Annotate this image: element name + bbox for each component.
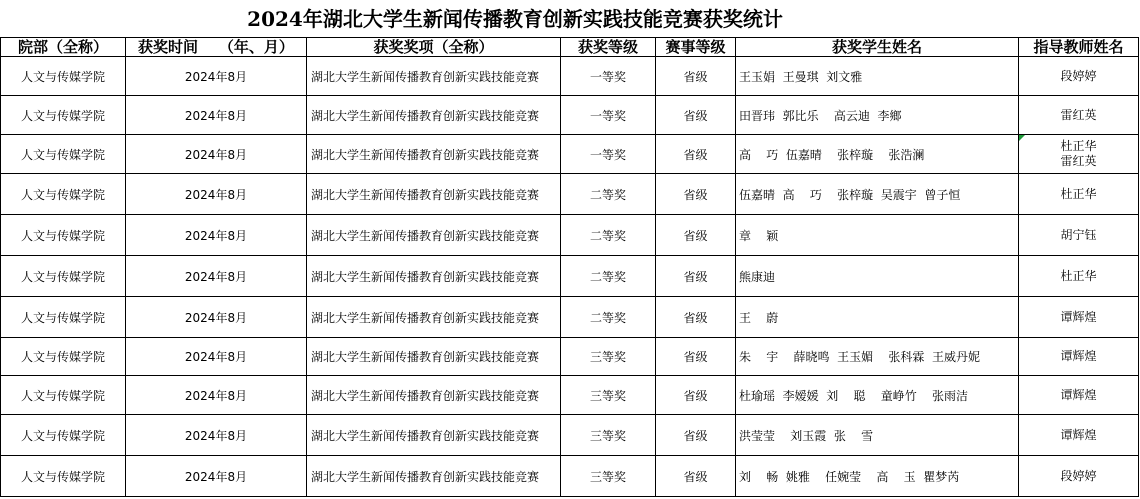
cell-award[interactable]: 湖北大学生新闻传播教育创新实践技能竞赛 — [307, 215, 561, 256]
cell-time[interactable]: 2024年8月 — [126, 174, 307, 215]
table-row — [1, 376, 1139, 415]
cell-teacher[interactable]: 杜正华 — [1019, 174, 1139, 215]
cell-teacher[interactable]: 雷红英 — [1019, 96, 1139, 135]
cell-teacher[interactable]: 段婷婷 — [1019, 456, 1139, 497]
cell-dept[interactable]: 人文与传媒学院 — [1, 174, 126, 215]
cell-dept[interactable]: 人文与传媒学院 — [1, 297, 126, 338]
cell-time[interactable]: 2024年8月 — [126, 215, 307, 256]
cell-grade[interactable]: 一等奖 — [561, 96, 656, 135]
table-row — [1, 415, 1139, 456]
cell-teacher[interactable]: 谭辉煌 — [1019, 338, 1139, 376]
table-row — [1, 256, 1139, 297]
cell-level[interactable]: 省级 — [656, 174, 736, 215]
table-row — [1, 456, 1139, 497]
cell-students[interactable]: 洪莹莹 刘玉霞 张 雪 — [736, 415, 1019, 456]
cell-grade[interactable]: 二等奖 — [561, 215, 656, 256]
cell-grade[interactable]: 二等奖 — [561, 297, 656, 338]
cell-teacher[interactable]: 段婷婷 — [1019, 57, 1139, 96]
cell-students[interactable]: 刘 畅 姚雅 任婉莹 高 玉 瞿梦芮 — [736, 456, 1019, 497]
cell-students[interactable]: 朱 宇 薛晓鸣 王玉媚 张科霖 王威丹妮 — [736, 338, 1019, 376]
cell-dept[interactable]: 人文与传媒学院 — [1, 57, 126, 96]
cell-award[interactable]: 湖北大学生新闻传播教育创新实践技能竞赛 — [307, 376, 561, 415]
cell-grade[interactable]: 二等奖 — [561, 174, 656, 215]
cell-level[interactable]: 省级 — [656, 456, 736, 497]
header-award[interactable]: 获奖奖项（全称） — [307, 38, 561, 57]
cell-grade[interactable]: 二等奖 — [561, 256, 656, 297]
teacher-names: 杜正华 雷红英 — [1060, 139, 1097, 168]
table-row — [1, 297, 1139, 338]
cell-award[interactable]: 湖北大学生新闻传播教育创新实践技能竞赛 — [307, 338, 561, 376]
cell-students[interactable]: 杜瑜瑶 李嫒媛 刘 聪 童峥竹 张雨洁 — [736, 376, 1019, 415]
cell-time[interactable]: 2024年8月 — [126, 415, 307, 456]
header-row — [1, 38, 1139, 57]
header-teacher[interactable]: 指导教师姓名 — [1019, 38, 1139, 57]
cell-time[interactable]: 2024年8月 — [126, 256, 307, 297]
cell-award[interactable]: 湖北大学生新闻传播教育创新实践技能竞赛 — [307, 256, 561, 297]
cell-students[interactable]: 伍嘉晴 高 巧 张梓璇 吴震宇 曾子恒 — [736, 174, 1019, 215]
cell-level[interactable]: 省级 — [656, 96, 736, 135]
cell-dept[interactable]: 人文与传媒学院 — [1, 338, 126, 376]
cell-award[interactable]: 湖北大学生新闻传播教育创新实践技能竞赛 — [307, 297, 561, 338]
cell-award[interactable]: 湖北大学生新闻传播教育创新实践技能竞赛 — [307, 57, 561, 96]
cell-award[interactable]: 湖北大学生新闻传播教育创新实践技能竞赛 — [307, 96, 561, 135]
cell-level[interactable]: 省级 — [656, 135, 736, 174]
cell-level[interactable]: 省级 — [656, 57, 736, 96]
table-row — [1, 57, 1139, 96]
cell-time[interactable]: 2024年8月 — [126, 135, 307, 174]
table-row — [1, 135, 1139, 174]
cell-teacher[interactable]: 谭辉煌 — [1019, 297, 1139, 338]
cell-teacher[interactable]: 谭辉煌 — [1019, 415, 1139, 456]
cell-teacher[interactable]: 胡宁钰 — [1019, 215, 1139, 256]
cell-time[interactable]: 2024年8月 — [126, 57, 307, 96]
cell-award[interactable]: 湖北大学生新闻传播教育创新实践技能竞赛 — [307, 415, 561, 456]
cell-dept[interactable]: 人文与传媒学院 — [1, 96, 126, 135]
cell-students[interactable]: 田晋玮 郭比乐 高云迪 李鄉 — [736, 96, 1019, 135]
cell-dept[interactable]: 人文与传媒学院 — [1, 376, 126, 415]
table-row — [1, 96, 1139, 135]
header-grade[interactable]: 获奖等级 — [561, 38, 656, 57]
cell-award[interactable]: 湖北大学生新闻传播教育创新实践技能竞赛 — [307, 456, 561, 497]
cell-students[interactable]: 熊康迪 — [736, 256, 1019, 297]
cell-time[interactable]: 2024年8月 — [126, 297, 307, 338]
header-students[interactable]: 获奖学生姓名 — [736, 38, 1019, 57]
table-row — [1, 338, 1139, 376]
cell-time[interactable]: 2024年8月 — [126, 338, 307, 376]
cell-students[interactable]: 王玉娟 王曼琪 刘文雅 — [736, 57, 1019, 96]
cell-level[interactable]: 省级 — [656, 415, 736, 456]
cell-level[interactable]: 省级 — [656, 215, 736, 256]
header-time[interactable]: 获奖时间 （年、月） — [126, 38, 307, 57]
cell-award[interactable]: 湖北大学生新闻传播教育创新实践技能竞赛 — [307, 135, 561, 174]
cell-grade[interactable]: 三等奖 — [561, 338, 656, 376]
cell-students[interactable]: 章 颖 — [736, 215, 1019, 256]
cell-level[interactable]: 省级 — [656, 256, 736, 297]
cell-level[interactable]: 省级 — [656, 297, 736, 338]
cell-dept[interactable]: 人文与传媒学院 — [1, 456, 126, 497]
cell-dept[interactable]: 人文与传媒学院 — [1, 415, 126, 456]
cell-grade[interactable]: 三等奖 — [561, 415, 656, 456]
cell-level[interactable]: 省级 — [656, 376, 736, 415]
cell-dept[interactable]: 人文与传媒学院 — [1, 135, 126, 174]
cell-dept[interactable]: 人文与传媒学院 — [1, 215, 126, 256]
cell-teacher-multi[interactable] — [1019, 135, 1139, 174]
header-dept[interactable]: 院部（全称） — [1, 38, 126, 57]
header-level[interactable]: 赛事等级 — [656, 38, 736, 57]
cell-time[interactable]: 2024年8月 — [126, 96, 307, 135]
cell-level[interactable]: 省级 — [656, 338, 736, 376]
cell-time[interactable]: 2024年8月 — [126, 376, 307, 415]
cell-time[interactable]: 2024年8月 — [126, 456, 307, 497]
cell-grade[interactable]: 一等奖 — [561, 135, 656, 174]
cell-teacher[interactable]: 谭辉煌 — [1019, 376, 1139, 415]
cell-grade[interactable]: 三等奖 — [561, 376, 656, 415]
cell-award[interactable]: 湖北大学生新闻传播教育创新实践技能竞赛 — [307, 174, 561, 215]
table-row — [1, 174, 1139, 215]
cell-teacher[interactable]: 杜正华 — [1019, 256, 1139, 297]
cell-grade[interactable]: 三等奖 — [561, 456, 656, 497]
cell-grade[interactable]: 一等奖 — [561, 57, 656, 96]
cell-students[interactable]: 王 蔚 — [736, 297, 1019, 338]
awards-table — [0, 37, 1139, 497]
sheet-title: 2024年湖北大学生新闻传播教育创新实践技能竞赛获奖统计 — [247, 7, 783, 31]
cell-students[interactable]: 高 巧 伍嘉晴 张梓璇 张浩澜 — [736, 135, 1019, 174]
table-row — [1, 215, 1139, 256]
cell-dept[interactable]: 人文与传媒学院 — [1, 256, 126, 297]
comment-indicator-icon — [1019, 135, 1025, 141]
